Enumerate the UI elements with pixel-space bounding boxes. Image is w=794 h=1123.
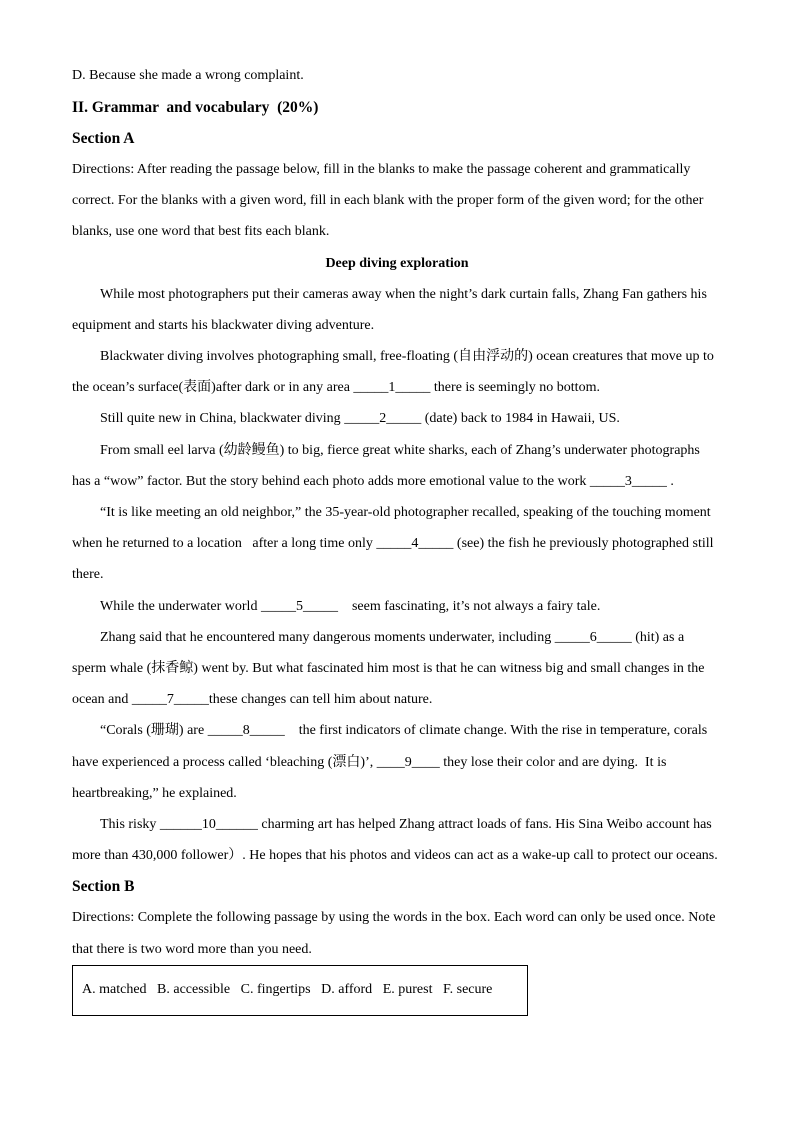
directions-line: that there is two word more than you need.: [72, 941, 312, 957]
document-body: [72, 60, 722, 1015]
word-option: D. afford: [321, 982, 373, 998]
word-box: [72, 965, 528, 1016]
passage-paragraph-1: [72, 279, 722, 341]
directions-line: correct. For the blanks with a given word, fill in each blank with the proper form of the given word; for the other: [72, 193, 704, 209]
section-a-title: Section A: [72, 129, 135, 147]
passage-line: heartbreaking,” he explained.: [72, 785, 237, 801]
passage-line: [72, 809, 722, 840]
passage-line: “It is like meeting an old neighbor,” the 35-year-old photographer recalled, speaking of the touching moment: [100, 505, 711, 521]
word-option: E. purest: [382, 982, 433, 998]
passage-line: [72, 684, 722, 715]
passage-paragraph-7: [72, 622, 722, 716]
line-text: Still quite new in China, blackwater diving: [100, 411, 345, 427]
line-text: have experienced a process called ‘bleaching (漂白)’,: [72, 754, 377, 770]
passage-line: [72, 466, 722, 497]
line-text: While the underwater world: [100, 598, 261, 614]
passage-paragraph-2: [72, 341, 722, 403]
section-b-directions: [72, 902, 722, 964]
blank-4: _____4_____: [376, 536, 454, 552]
word-option: B. accessible: [157, 982, 231, 998]
line-text: the first indicators of climate change. With the rise in temperature, corals: [284, 723, 708, 739]
line-text: charming art has helped Zhang attract loads of fans. His Sina Weibo account has: [257, 816, 712, 832]
passage-line: [72, 622, 722, 653]
section-a-directions: [72, 154, 722, 248]
passage-line: equipment and starts his blackwater diving adventure.: [72, 317, 375, 333]
passage-line: [72, 372, 722, 403]
line-text: there is seemingly no bottom.: [430, 380, 600, 396]
line-text: (see) the fish he previously photographed still: [453, 536, 714, 552]
line-text: seem fascinating, it’s not always a fairy tale.: [337, 598, 601, 614]
line-text: (date) back to 1984 in Hawaii, US.: [421, 411, 620, 427]
word-option: A. matched: [82, 982, 147, 998]
line-text: .: [666, 473, 674, 489]
word-option: F. secure: [442, 982, 493, 998]
word-option: C. fingertips: [240, 982, 311, 998]
passage-line: sperm whale (抹香鲸) went by. But what fascinated him most is that he can witness big and small changes in the: [72, 660, 705, 676]
section-a: [72, 123, 722, 872]
passage-paragraph-6: [72, 591, 722, 622]
blank-3: _____3_____: [589, 473, 667, 489]
directions-line: Directions: After reading the passage below, fill in the blanks to make the passage coherent and grammatically: [72, 161, 691, 177]
line-text: This risky: [100, 816, 160, 832]
passage-title: Deep diving exploration: [325, 255, 469, 271]
blank-10: ______10______: [159, 816, 258, 832]
passage-line: Blackwater diving involves photographing small, free-floating (自由浮动的) ocean creatures that move up to: [100, 349, 714, 365]
line-text: ocean and: [72, 692, 132, 708]
line-text: “Corals (珊瑚) are: [100, 723, 208, 739]
directions-line: Directions: Complete the following passage by using the words in the box. Each word can only be used once. Note: [72, 910, 716, 926]
line-text: (hit) as a: [631, 629, 685, 645]
line-text: the ocean’s surface(表面)after dark or in any area: [72, 380, 354, 396]
passage-paragraph-5: [72, 497, 722, 591]
passage-line: While most photographers put their cameras away when the night’s dark curtain falls, Zhang Fan gathers his: [100, 286, 707, 302]
part-heading: II. Grammar and vocabulary (20%): [72, 98, 319, 116]
section-b-title: Section B: [72, 878, 135, 896]
passage-line: more than 430,000 follower）. He hopes that his photos and videos can act as a wake-up call to protect our oceans.: [72, 848, 718, 864]
blank-9: ____9____: [376, 754, 440, 770]
passage-line: [72, 528, 722, 559]
blank-7: _____7_____: [131, 692, 209, 708]
passage-line: [72, 591, 722, 622]
blank-8: _____8_____: [207, 723, 285, 739]
blank-1: _____1_____: [353, 380, 431, 396]
blank-5: _____5_____: [260, 598, 338, 614]
section-b: [72, 871, 722, 1016]
line-text: when he returned to a location after a long time only: [72, 536, 377, 552]
previous-question-option-d: D. Because she made a wrong complaint.: [72, 68, 304, 84]
blank-6: _____6_____: [554, 629, 632, 645]
passage-line: [72, 403, 722, 434]
passage-paragraph-9: [72, 809, 722, 871]
passage-line: From small eel larva (幼龄鳗鱼) to big, fierce great white sharks, each of Zhang’s underwater photographs: [100, 442, 700, 458]
line-text: Zhang said that he encountered many dangerous moments underwater, including: [100, 629, 555, 645]
directions-line: blanks, use one word that best fits each blank.: [72, 224, 330, 240]
line-text: has a “wow” factor. But the story behind each photo adds more emotional value to the work: [72, 473, 590, 489]
blank-2: _____2_____: [344, 411, 422, 427]
passage-paragraph-4: [72, 435, 722, 497]
passage-line: [72, 747, 722, 778]
passage-line: there.: [72, 567, 104, 583]
line-text: these changes can tell him about nature.: [208, 692, 433, 708]
line-text: they lose their color and are dying. It is: [439, 754, 667, 770]
passage-paragraph-8: [72, 715, 722, 809]
passage-line: [72, 715, 722, 746]
passage-paragraph-3: [72, 403, 722, 434]
